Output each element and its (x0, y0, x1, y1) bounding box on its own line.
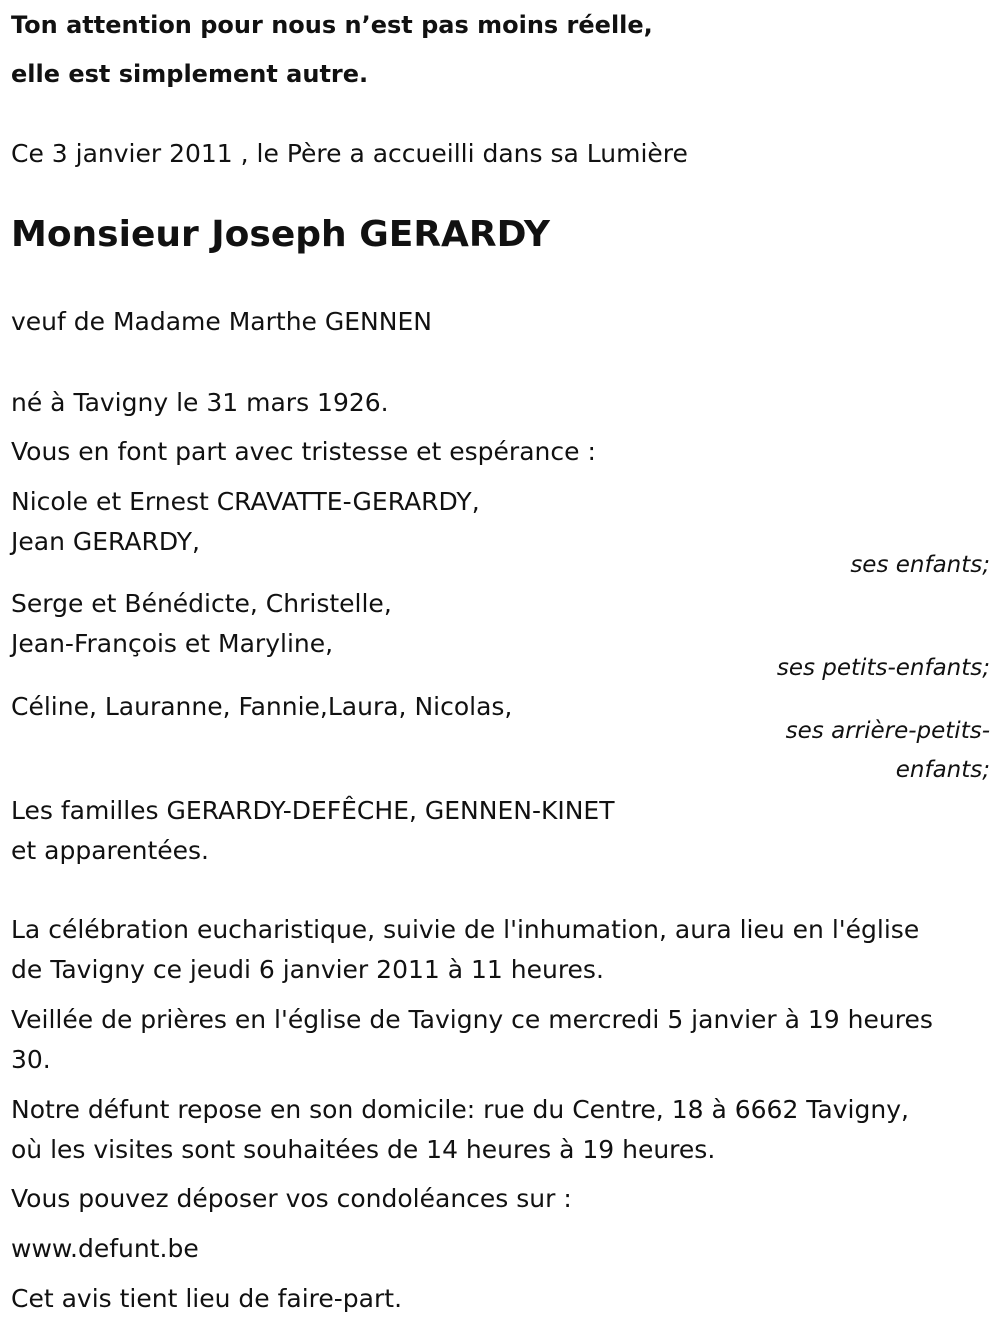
great-grandchildren-role-2: enfants; (895, 757, 990, 783)
spouse-text: veuf de Madame Marthe GENNEN (11, 307, 432, 336)
quote-line-1: Ton attention pour nous n’est pas moins réelle, (11, 11, 653, 39)
grandchildren-role: ses petits-enfants; (776, 655, 990, 681)
birth-text: né à Tavigny le 31 mars 1926. (11, 388, 389, 417)
ceremony-line-2: de Tavigny ce jeudi 6 janvier 2011 à 11 heures. (11, 955, 604, 984)
children-role: ses enfants; (850, 552, 990, 578)
intro-text: Ce 3 janvier 2011 , le Père a accueilli dans sa Lumière (11, 139, 688, 168)
children-line-1: Nicole et Ernest CRAVATTE-GERARDY, (11, 487, 480, 516)
families-line-2: et apparentées. (11, 836, 209, 865)
closing-text: Cet avis tient lieu de faire-part. (11, 1284, 403, 1313)
children-line-2: Jean GERARDY, (11, 527, 200, 556)
vigil-line-1: Veillée de prières en l'église de Tavigny ce mercredi 5 janvier à 19 heures (11, 1005, 933, 1034)
great-grandchildren-line: Céline, Lauranne, Fannie,Laura, Nicolas, (11, 692, 513, 721)
residence-line-1: Notre défunt repose en son domicile: rue du Centre, 18 à 6662 Tavigny, (11, 1095, 909, 1124)
vigil-line-2: 30. (11, 1045, 51, 1074)
residence-line-2: où les visites sont souhaitées de 14 heures à 19 heures. (11, 1135, 716, 1164)
families-line-1: Les familles GERARDY-DEFÊCHE, GENNEN-KINET (11, 796, 615, 825)
deceased-name: Monsieur Joseph GERARDY (11, 214, 550, 255)
grandchildren-line-2: Jean-François et Maryline, (11, 629, 334, 658)
condolences-text: Vous pouvez déposer vos condoléances sur : (11, 1184, 572, 1213)
great-grandchildren-role-1: ses arrière-petits- (785, 718, 990, 744)
grandchildren-line-1: Serge et Bénédicte, Christelle, (11, 589, 392, 618)
announcement-text: Vous en font part avec tristesse et espérance : (11, 437, 596, 466)
ceremony-line-1: La célébration eucharistique, suivie de l'inhumation, aura lieu en l'église (11, 915, 920, 944)
quote-line-2: elle est simplement autre. (11, 60, 369, 88)
website-link[interactable]: www.defunt.be (11, 1234, 199, 1263)
